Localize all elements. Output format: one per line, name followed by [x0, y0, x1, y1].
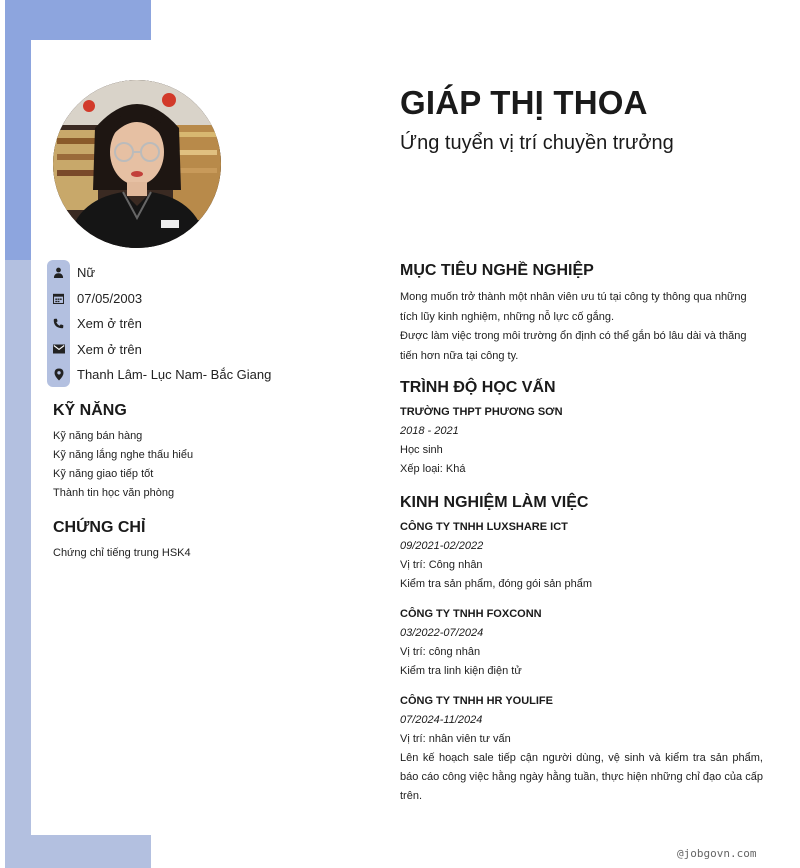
- calendar-icon: [47, 293, 70, 304]
- certificates-heading: CHỨNG CHỈ: [53, 519, 146, 536]
- contact-text: 07/05/2003: [77, 290, 143, 306]
- job-description: Lên kế hoạch sale tiếp cận người dùng, vệ sinh và kiểm tra sản phẩm, báo cáo công việc hằng ngày hằng tuần, thực hiện những chỉ đạo của cấp trên.: [400, 752, 763, 802]
- job-role: Vị trí: công nhân: [400, 646, 481, 658]
- job-period: 09/2021-02/2022: [400, 540, 484, 552]
- education-period: 2018 - 2021: [400, 425, 459, 437]
- experience-heading: KINH NGHIỆM LÀM VIỆC: [400, 494, 589, 511]
- certificates-list: [53, 544, 191, 563]
- skill-item: Thành tin học văn phòng: [53, 487, 175, 499]
- education-rank: Xếp loại: Khá: [400, 463, 466, 475]
- contact-text: Nữ: [77, 265, 96, 281]
- objective-text: Mong muốn trở thành một nhân viên ưu tú tại công ty thông qua những tích lũy kinh nghiệm, những nỗ lực cố gắng. Được làm việc trong môi trường ổn định có thể gắn bó lâu dài và thăng tiến hơn nữa tại công ty.: [400, 291, 747, 362]
- contact-list: [47, 260, 271, 388]
- education-heading: TRÌNH ĐỘ HỌC VẤN: [400, 379, 556, 396]
- skills-heading: KỸ NĂNG: [53, 402, 127, 419]
- experience-entry: [400, 692, 763, 806]
- phone-icon: [47, 318, 70, 329]
- job-description: Kiểm tra linh kiện điện tử: [400, 665, 522, 677]
- experience-entry: [400, 518, 763, 594]
- contact-birthdate: [47, 286, 271, 312]
- profile-photo: [53, 80, 221, 248]
- person-icon: [47, 267, 70, 278]
- location-icon: [47, 368, 70, 381]
- objective-heading: MỤC TIÊU NGHỀ NGHIỆP: [400, 262, 594, 279]
- contact-gender: [47, 260, 271, 286]
- skill-item: Kỹ năng bán hàng: [53, 430, 143, 442]
- experience-entry: [400, 605, 763, 681]
- job-role: Vị trí: Công nhân: [400, 559, 483, 571]
- skill-item: Kỹ năng giao tiếp tốt: [53, 468, 154, 480]
- job-description: Kiểm tra sản phẩm, đóng gói sản phẩm: [400, 578, 593, 590]
- skills-list: [53, 427, 193, 503]
- contact-text: Xem ở trên: [77, 316, 142, 332]
- email-icon: [47, 344, 70, 354]
- education-role: Học sinh: [400, 444, 443, 456]
- skill-item: Kỹ năng lắng nghe thấu hiểu: [53, 449, 194, 461]
- applied-position: Ứng tuyển vị trí chuyền trưởng: [400, 132, 674, 154]
- job-period: 03/2022-07/2024: [400, 627, 484, 639]
- contact-email: [47, 337, 271, 363]
- education-entry: [400, 403, 763, 479]
- company-name: CÔNG TY TNHH LUXSHARE ICT: [400, 521, 568, 533]
- contact-phone: [47, 311, 271, 337]
- company-name: CÔNG TY TNHH HR YOULIFE: [400, 695, 553, 707]
- contact-address: [47, 362, 271, 388]
- job-role: Vị trí: nhân viên tư vấn: [400, 733, 511, 745]
- contact-text: Xem ở trên: [77, 341, 142, 357]
- company-name: CÔNG TY TNHH FOXCONN: [400, 608, 542, 620]
- contact-text: Thanh Lâm- Lục Nam- Bắc Giang: [77, 367, 272, 383]
- school-name: TRƯỜNG THPT PHƯƠNG SƠN: [400, 406, 563, 418]
- watermark: @jobgovn.com: [677, 847, 757, 860]
- certificate-item: Chứng chỉ tiếng trung HSK4: [53, 547, 191, 559]
- avatar: [53, 80, 221, 248]
- candidate-name: GIÁP THỊ THOA: [400, 84, 648, 121]
- job-period: 07/2024-11/2024: [400, 714, 483, 726]
